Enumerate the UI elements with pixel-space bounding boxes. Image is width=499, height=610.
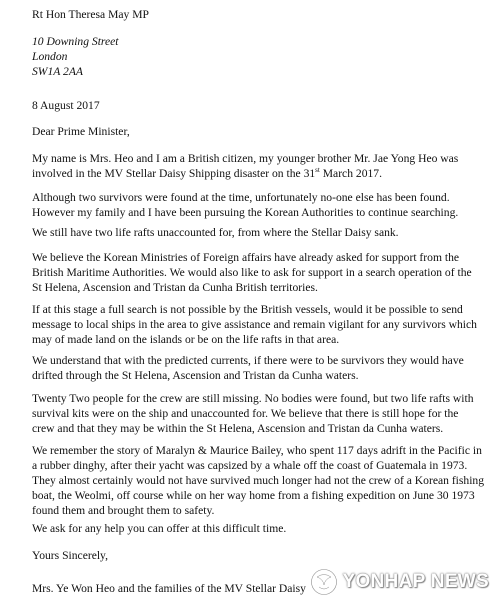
paragraph-line: St Helena, Ascension and Tristan da Cunha British territories. (32, 281, 318, 294)
paragraph-line: We understand that with the predicted currents, if there were to be survivors they would have (32, 354, 464, 367)
paragraph-line: We remember the story of Maralyn & Maurice Bailey, who spent 117 days adrift in the Pacific in (32, 444, 482, 457)
paragraph-line: If at this stage a full search is not possible by the British vessels, would it be possible to send (32, 303, 463, 316)
yonhap-watermark (310, 568, 489, 596)
paragraph-1 (32, 151, 488, 181)
paragraph-3 (32, 225, 488, 240)
paragraph-line (32, 166, 488, 181)
paragraph-5 (32, 302, 488, 347)
paragraph-2 (32, 190, 488, 220)
ordinal-suffix: st (315, 166, 320, 175)
paragraph-6 (32, 353, 488, 383)
paragraph-line: We ask for any help you can offer at this difficult time. (32, 522, 287, 535)
paragraph-line: They almost certainly would not have survived much longer had not the crew of a Korean fishing (32, 474, 485, 487)
yonhap-logo-icon (310, 568, 338, 596)
paragraph-line: message to local ships in the area to give assistance and remain vigilant for any survivors which (32, 318, 477, 331)
signature-line: Mrs. Ye Won Heo and the families of the MV Stellar Daisy (32, 582, 306, 595)
salutation: Dear Prime Minister, (32, 125, 130, 138)
paragraph-line: drifted through the St Helena, Ascension and Tristan da Cunha waters. (32, 369, 359, 382)
line-text: involved in the MV Stellar Daisy Shipping disaster on the 31 (32, 167, 316, 180)
letter-date: 8 August 2017 (32, 99, 100, 112)
address-line-2: London (32, 50, 68, 63)
paragraph-line: My name is Mrs. Heo and I am a British citizen, my younger brother Mr. Jae Yong Heo was (32, 152, 459, 165)
paragraph-line: Although two survivors were found at the time, unfortunately no-one else has been found. (32, 191, 450, 204)
address-line-1: 10 Downing Street (32, 35, 119, 48)
paragraph-line: may of made land on the islands or be on the life rafts in that area. (32, 333, 340, 346)
watermark-text: YONHAP NEWS (342, 571, 489, 592)
paragraph-line: boat, the Weolmi, off course while on her way home from a fishing expedition on June 30 1973 (32, 489, 475, 502)
paragraph-line: found them and brought them to safety. (32, 504, 215, 517)
paragraph-line: We still have two life rafts unaccounted for, from where the Stellar Daisy sank. (32, 226, 399, 239)
paragraph-line: We believe the Korean Ministries of Foreign affairs have already asked for support from the (32, 251, 460, 264)
paragraph-line: Twenty Two people for the crew are still missing. No bodies were found, but two life rafts with (32, 392, 474, 405)
paragraph-line: crew and that they may be within the St Helena, Ascension and Tristan da Cunha waters. (32, 422, 444, 435)
recipient-name: Rt Hon Theresa May MP (32, 8, 150, 21)
address-line-3: SW1A 2AA (32, 65, 83, 78)
paragraph-4 (32, 250, 488, 295)
paragraph-line: British Maritime Authorities. We would also like to ask for support in a search operation of the (32, 266, 472, 279)
paragraph-line: survival kits were on the ship and unaccounted for. We believe that there is still hope for the (32, 407, 459, 420)
line-text: March 2017. (319, 167, 382, 180)
paragraph-7 (32, 391, 488, 436)
paragraph-8 (32, 443, 488, 518)
closing: Yours Sincerely, (32, 549, 109, 562)
paragraph-9 (32, 521, 488, 536)
paragraph-line: However my family and I have been pursuing the Korean Authorities to continue searching. (32, 206, 459, 219)
paragraph-line: a rubber dinghy, after their yacht was capsized by a whale off the coast of Guatemala in 1973. (32, 459, 468, 472)
